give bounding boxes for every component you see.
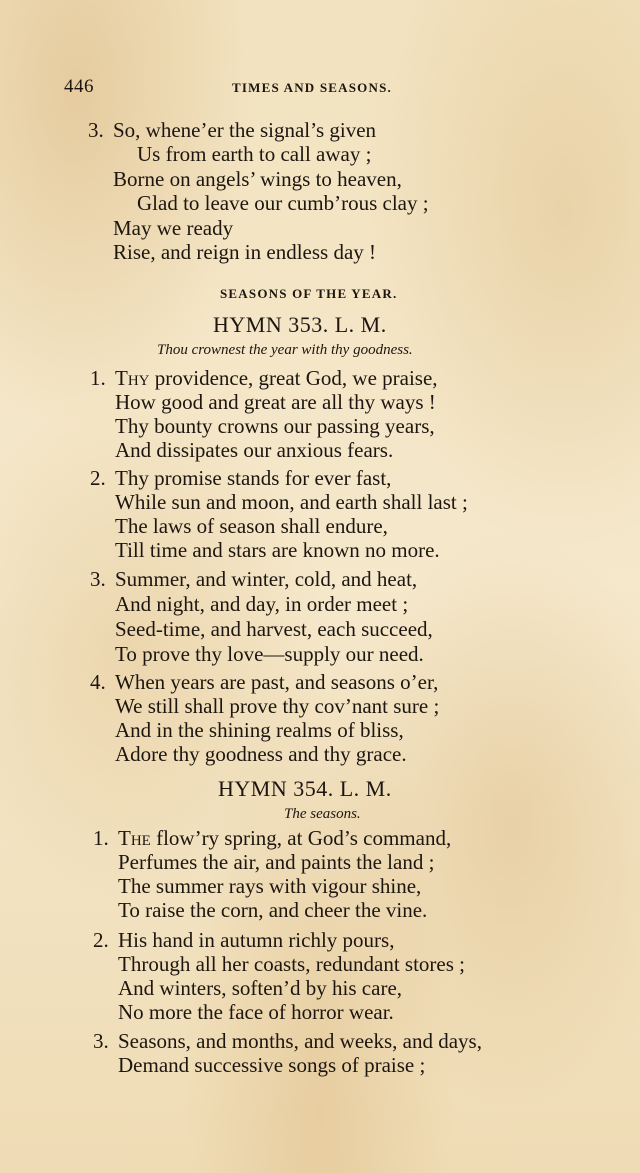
stanza-number: 2.: [90, 466, 106, 490]
section-title: SEASONS OF THE YEAR.: [220, 286, 398, 301]
verse-line: The laws of season shall endure,: [115, 514, 388, 538]
verse-line: How good and great are all thy ways !: [115, 390, 436, 414]
verse-line: Seasons, and months, and weeks, and days,: [118, 1029, 482, 1053]
hymn-353-subtitle: Thou crownest the year with thy goodness.: [157, 342, 413, 358]
verse-line: When years are past, and seasons o’er,: [115, 670, 439, 694]
stanza-number: 3.: [93, 1029, 109, 1053]
verse-line: Borne on angels’ wings to heaven,: [113, 167, 402, 191]
running-title: TIMES AND SEASONS.: [232, 80, 392, 95]
verse-line: Summer, and winter, cold, and heat,: [115, 567, 418, 591]
verse-line: Us from earth to call away ;: [137, 142, 372, 166]
stanza-number: 1.: [93, 826, 109, 850]
verse-line: Adore thy goodness and thy grace.: [115, 742, 407, 766]
verse-line: So, whene’er the signal’s given: [113, 118, 377, 142]
verse-line: May we ready: [113, 216, 234, 240]
page-number: 446: [64, 76, 94, 97]
verse-line: Through all her coasts, redundant stores ;: [118, 952, 465, 976]
verse-line: Thy bounty crowns our passing years,: [115, 414, 435, 438]
initial-word: The: [118, 826, 151, 850]
verse-line: Perfumes the air, and paints the land ;: [118, 850, 435, 874]
verse-line: And winters, soften’d by his care,: [118, 976, 403, 1000]
verse-line: The summer rays with vigour shine,: [118, 874, 422, 898]
initial-word: Thy: [115, 366, 150, 390]
verse-line: Till time and stars are known no more.: [115, 538, 440, 562]
running-head: [64, 76, 580, 100]
stanza-number: 4.: [90, 670, 106, 694]
stanza-number: 2.: [93, 928, 109, 952]
verse-line-rest: flow’ry spring, at God’s command,: [150, 826, 452, 850]
verse-line: And night, and day, in order meet ;: [115, 592, 409, 616]
verse-line: To raise the corn, and cheer the vine.: [118, 898, 428, 922]
verse-line: And in the shining realms of bliss,: [115, 718, 404, 742]
verse-line: Rise, and reign in endless day !: [113, 240, 377, 264]
hymn-354-subtitle: The seasons.: [284, 806, 361, 822]
verse-line: [118, 826, 451, 850]
verse-line: His hand in autumn richly pours,: [118, 928, 395, 952]
stanza-number: 3.: [90, 567, 106, 591]
verse-line: Thy promise stands for ever fast,: [115, 466, 392, 490]
hymn-354-title: HYMN 354. L. M.: [218, 776, 392, 801]
stanza-number: 3.: [88, 118, 104, 142]
hymn-353-title: HYMN 353. L. M.: [213, 312, 387, 337]
verse-line: And dissipates our anxious fears.: [115, 438, 394, 462]
verse-line: To prove thy love—supply our need.: [115, 642, 424, 666]
verse-line-rest: providence, great God, we praise,: [149, 366, 438, 390]
verse-line: While sun and moon, and earth shall last ;: [115, 490, 468, 514]
verse-line: Seed-time, and harvest, each succeed,: [115, 617, 433, 641]
verse-line: Glad to leave our cumb’rous clay ;: [137, 191, 429, 215]
verse-line: [115, 366, 438, 390]
verse-line: Demand successive songs of praise ;: [118, 1053, 426, 1077]
stanza-number: 1.: [90, 366, 106, 390]
verse-line: We still shall prove thy cov’nant sure ;: [115, 694, 440, 718]
verse-line: No more the face of horror wear.: [118, 1000, 394, 1024]
